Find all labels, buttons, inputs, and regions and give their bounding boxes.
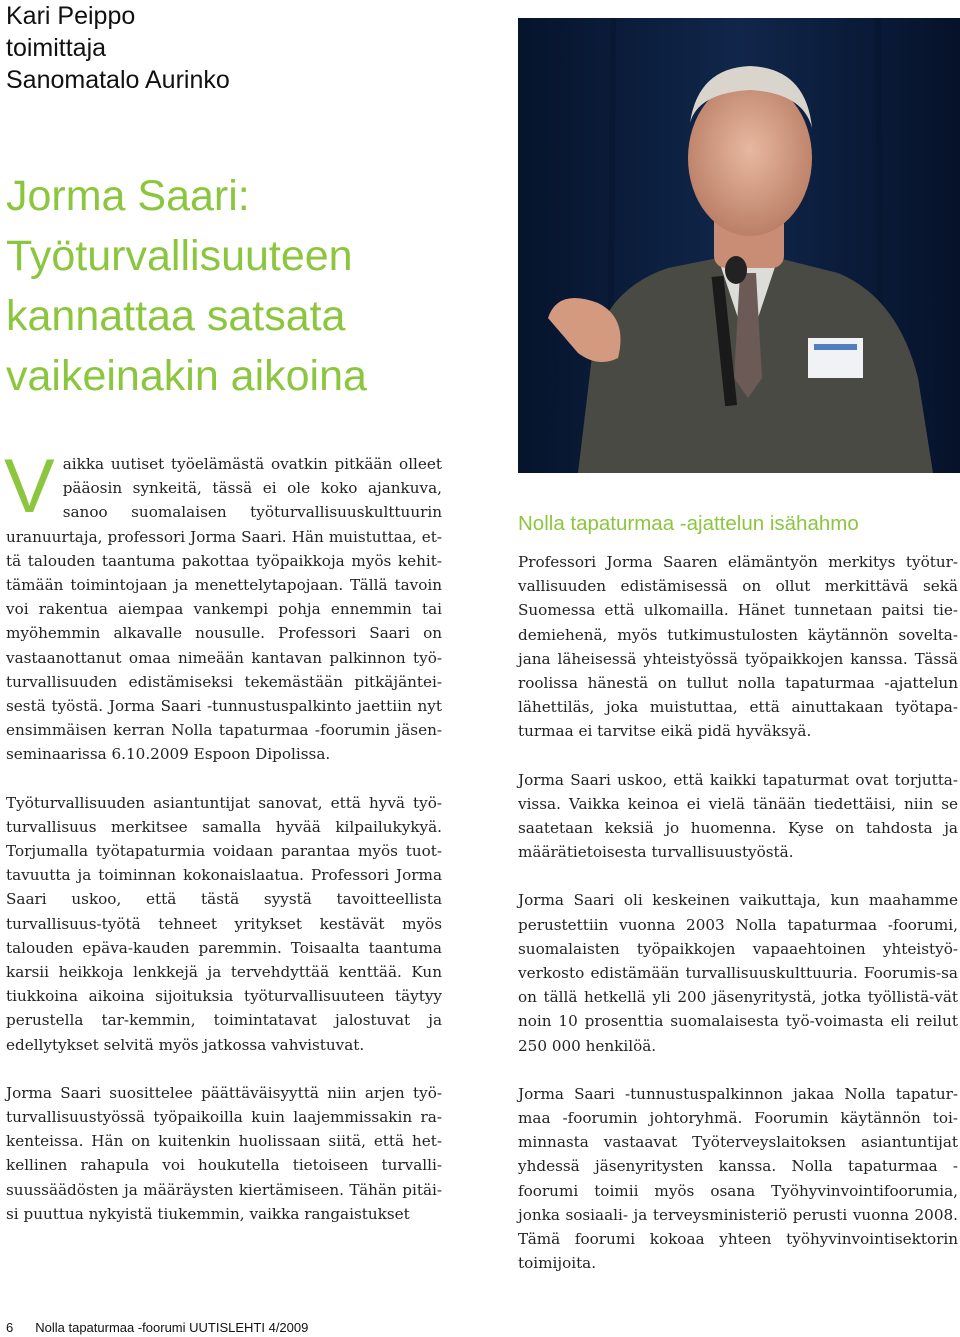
- body-paragraph: Professori Jorma Saaren elämäntyön merkitys työtur-vallisuuden edistämisessä on ollut merkittävä sekä Suomessa että ulkomailla. Hänet tunnetaan paitsi tie-demiehenä, myös tutkimustulosten käytännön sovelta-jana läheisessä yhteistyössä työpaikkojen kanssa. Tässä roolissa hänestä on tullut nolla tapaturmaa -ajattelun lähettiläs, joka muistuttaa, että ainuttakaan työtapa-turmaa ei tarvitse eikä pidä hyväksyä.: [518, 553, 958, 741]
- left-column: [4, 444, 442, 1250]
- byline: [6, 0, 230, 96]
- section-subheading: Nolla tapaturmaa -ajattelun isähahmo: [518, 512, 859, 535]
- author-name: Kari Peippo: [6, 2, 136, 30]
- speaker-portrait-image: [518, 18, 960, 473]
- headline-line-2: Työturvallisuuteen: [6, 232, 353, 280]
- drop-cap: V: [4, 444, 55, 529]
- portrait-photo: [518, 18, 960, 473]
- article-headline: [6, 166, 476, 406]
- body-paragraph: Työturvallisuuden asiantuntijat sanovat, että hyvä työ-turvallisuus merkitsee samalla hyvää kilpailukykyä. Torjumalla työtapaturmia voidaan parantaa myös tuot-tavuutta ja toiminnan kokonaislaatua. Professori Jorma Saari uskoo, että tästä syystä tavoitteellista turvallisuus-työtä tehneet yritykset kestävät myös talouden epäva-kauden paremmin. Toisaalta taantuma karsii heikkoja lenkkejä ja tervehdyttää kenttää. Kun tiukkoina aikoina sijoituksia työturvallisuuteen täytyy perustella tar-kemmin, toimintatavat jalostuvat ja edellytykset selvitä myös jatkossa vahvistuvat.: [6, 793, 442, 1054]
- author-organization: Sanomatalo Aurinko: [6, 66, 230, 94]
- body-paragraph: Jorma Saari -tunnustuspalkinnon jakaa Nolla tapatur-maa -foorumin johtoryhmä. Foorumin käytännön toi-minnasta vastaavat Työterveyslaitoksen asiantuntijat yhdessä jäsenyritysten kanssa. Nolla tapaturmaa - foorumi toimii myös osana Työhyvinvointifoorumia, jonka sosiaali- ja terveysministeriö perusti vuonna 2008. Tämä foorumi kokoaa yhteen työhyvinvointisektorin toimijoita.: [518, 1084, 958, 1273]
- page-footer: [6, 1320, 506, 1336]
- author-role: toimittaja: [6, 34, 107, 62]
- body-paragraph: Jorma Saari oli keskeinen vaikuttaja, kun maahamme perustettiin vuonna 2003 Nolla tapaturmaa -foorumi, suomalaisten työpaikkojen vapaaehtoinen yhteistyö-verkosto edistämään turvallisuuskulttuuria. Foorumis-sa on tällä hetkellä yli 200 jäsenyritystä, jotka työllistä-vät noin 10 prosenttia suomalaisesta työ-voimasta eli reilut 250 000 henkilöä.: [518, 891, 958, 1055]
- headline-line-4: vaikeinakin aikoina: [6, 352, 367, 400]
- right-column: [518, 550, 958, 1299]
- publication-name: Nolla tapaturmaa -foorumi UUTISLEHTI 4/2009: [35, 1320, 309, 1335]
- page-number: 6: [6, 1320, 14, 1335]
- lead-paragraph: [4, 444, 442, 767]
- headline-line-3: kannattaa satsata: [6, 292, 346, 340]
- body-paragraph: Jorma Saari suosittelee päättäväisyyttä niin arjen työ-turvallisuustyössä työpaikoilla kuin laajemmissakin ra-kenteissa. Hän on kuitenkin huolissaan siitä, että het-kellinen rahapula voi houkutella tietoiseen turvalli-suussäädösten ja määräysten kiertämiseen. Tähän pitäi-si puuttua nykyistä tiukemmin, vaikka rangaistukset: [6, 1083, 442, 1223]
- body-paragraph: Jorma Saari uskoo, että kaikki tapaturmat ovat torjutta-vissa. Vaikka keinoa ei vielä tänään tiedettäisi, niin se saatetaan keksiä jo huomenna. Kyse on tahdosta ja määrätietoisesta turvallisuustyöstä.: [518, 770, 958, 862]
- headline-line-1: Jorma Saari:: [6, 172, 250, 220]
- lead-paragraph-text: aikka uutiset työelämästä ovatkin pitkään olleet pääosin synkeitä, tässä ei ole koko ajankuva, sanoo suomalaisen työturvallisuuskulttuurin uranuurtaja, professori Jorma Saari. Hän muistuttaa, et-tä talouden taantuma pakottaa työpaikkoja myös kehit-tämään toimintojaan ja menettelytapojaan. Tällä tavoin voi rakentua aiempaa vankempi pohja ennemmin tai myöhemmin alkavalle nousulle. Professori Saari on vastaanottanut omaa nimeään kantavan palkinnon työ-turvallisuuden edistämiseksi tekemästään pitkäjäntei-sestä työstä. Jorma Saari -tunnustuspalkinto jaettiin nyt ensimmäisen kerran Nolla tapaturmaa -foorumin jäsen-seminaarissa 6.10.2009 Espoon Dipolissa.: [6, 455, 442, 764]
